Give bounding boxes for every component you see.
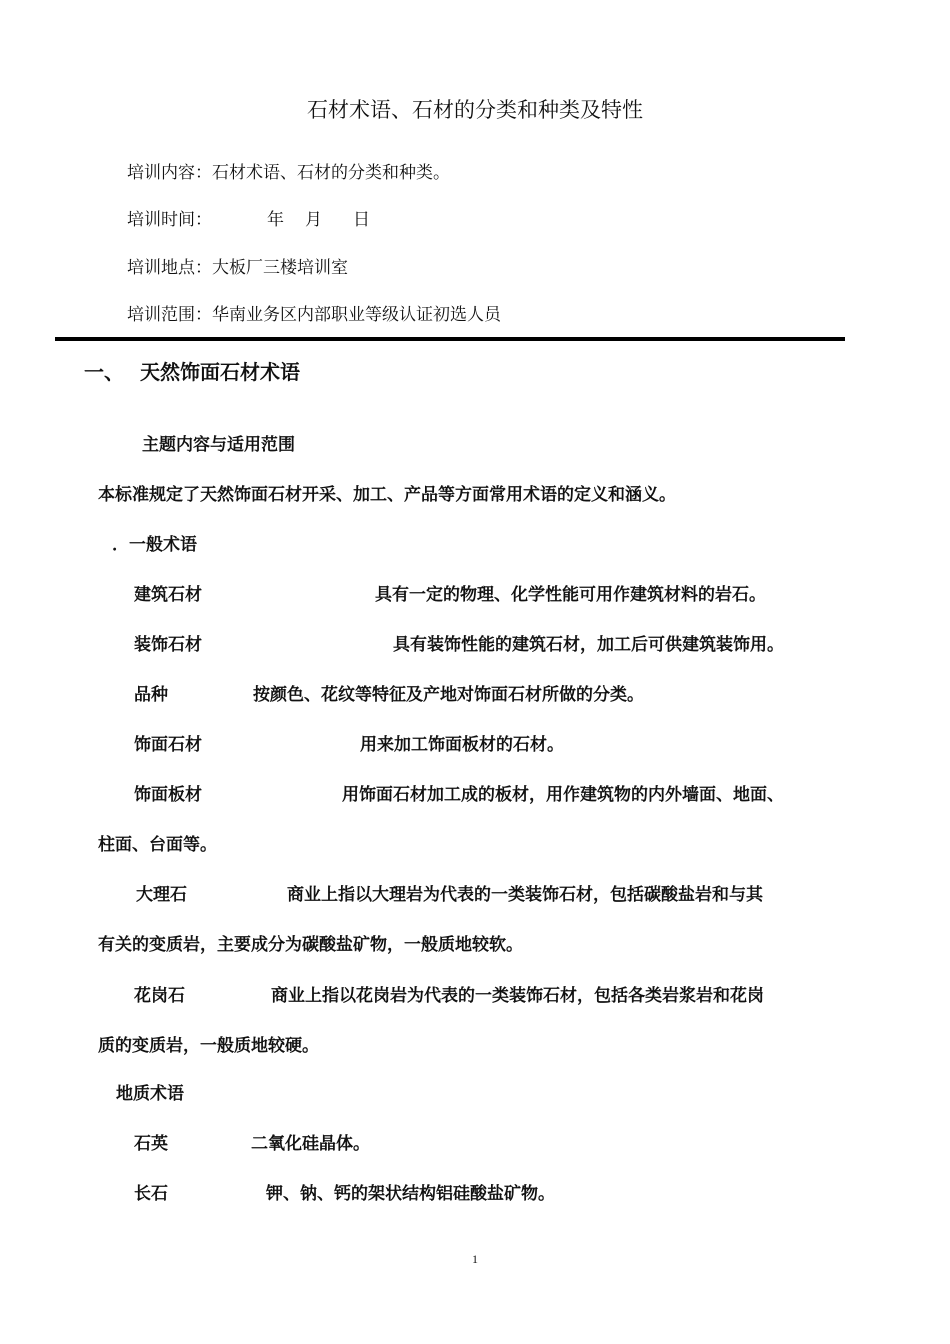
info-place [127, 257, 348, 279]
term-definition-continuation: 质的变质岩，一般质地较硬。 [98, 1036, 319, 1056]
info-place-value: 大板厂三楼培训室 [212, 258, 348, 278]
term-definition: 具有装饰性能的建筑石材，加工后可供建筑装饰用。 [393, 635, 784, 655]
intro-paragraph: 本标准规定了天然饰面石材开采、加工、产品等方面常用术语的定义和涵义。 [98, 485, 676, 505]
term-name: 装饰石材 [134, 635, 202, 655]
general-terms-heading: ．一般术语 [112, 535, 197, 555]
info-scope [127, 304, 501, 326]
term-name: 饰面石材 [134, 735, 202, 755]
info-time-label: 培训时间： [127, 210, 212, 230]
info-content [127, 162, 450, 184]
info-time-month: 月 [305, 210, 322, 230]
info-place-label: 培训地点： [127, 258, 212, 278]
term-definition-continuation: 柱面、台面等。 [98, 835, 217, 855]
document-title: 石材术语、石材的分类和种类及特性 [307, 98, 643, 122]
info-content-label: 培训内容： [127, 163, 212, 183]
subheading: 主题内容与适用范围 [142, 435, 295, 455]
section-number: 一、 [84, 360, 124, 384]
term-name: 大理石 [136, 885, 187, 905]
term-name: 饰面板材 [134, 785, 202, 805]
info-time-day: 日 [353, 210, 370, 230]
info-time-year: 年 [267, 210, 284, 230]
term-definition-continuation: 有关的变质岩，主要成分为碳酸盐矿物，一般质地较软。 [98, 935, 523, 955]
term-name: 建筑石材 [134, 585, 202, 605]
term-name: 品种 [134, 685, 168, 705]
term-definition: 用饰面石材加工成的板材，用作建筑物的内外墙面、地面、 [342, 785, 784, 805]
term-name: 花岗石 [134, 986, 185, 1006]
term-definition: 用来加工饰面板材的石材。 [360, 735, 564, 755]
term-definition: 商业上指以大理岩为代表的一类装饰石材，包括碳酸盐岩和与其 [287, 885, 763, 905]
geology-terms-heading: 地质术语 [116, 1084, 184, 1104]
info-scope-label: 培训范围： [127, 305, 212, 325]
info-content-value: 石材术语、石材的分类和种类。 [212, 163, 450, 183]
section-heading: 天然饰面石材术语 [140, 360, 300, 384]
page-number: 1 [472, 1252, 478, 1266]
term-definition: 商业上指以花岗岩为代表的一类装饰石材，包括各类岩浆岩和花岗 [271, 986, 764, 1006]
term-definition: 按颜色、花纹等特征及产地对饰面石材所做的分类。 [253, 685, 644, 705]
term-name: 长石 [134, 1184, 168, 1204]
horizontal-rule [55, 337, 845, 341]
term-definition: 钾、钠、钙的架状结构铝硅酸盐矿物。 [266, 1184, 555, 1204]
term-definition: 二氧化硅晶体。 [251, 1134, 370, 1154]
info-scope-value: 华南业务区内部职业等级认证初选人员 [212, 305, 501, 325]
term-definition: 具有一定的物理、化学性能可用作建筑材料的岩石。 [375, 585, 766, 605]
term-name: 石英 [134, 1134, 168, 1154]
info-time [127, 209, 370, 231]
